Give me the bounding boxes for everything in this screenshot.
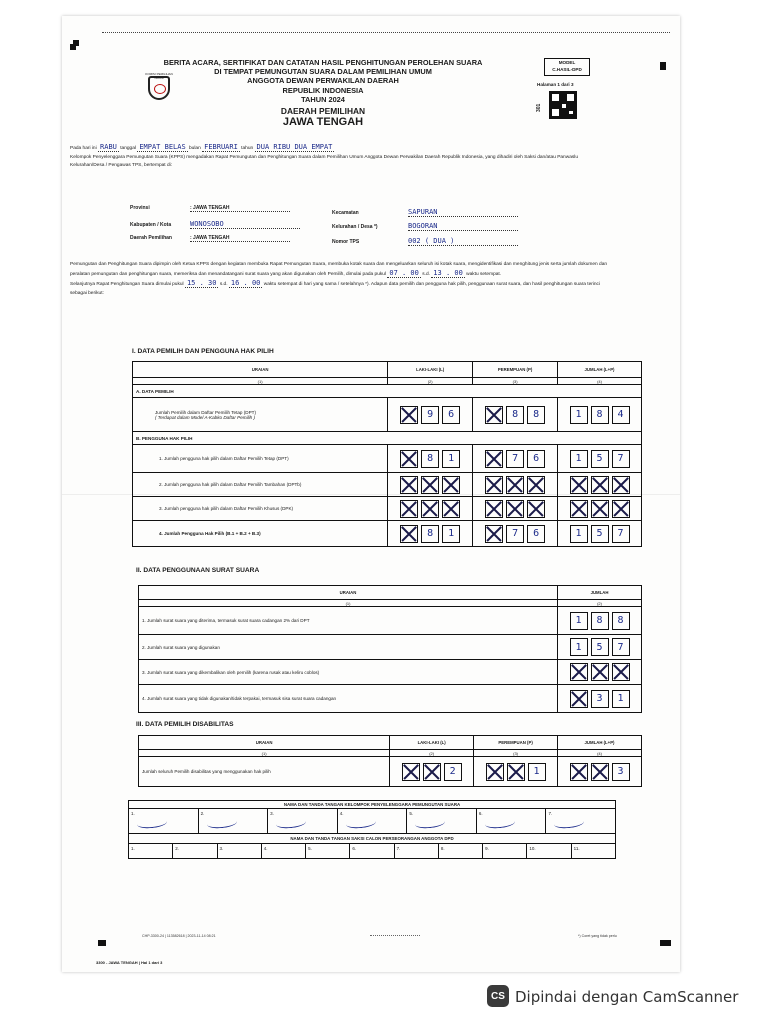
intro-text: tanggal [120,146,136,151]
digit-box-crossed [423,763,441,781]
digit-box-crossed [527,476,545,494]
header-line: REPUBLIK INDONESIA [282,85,364,95]
section-2-title: II. DATA PENGGUNAAN SURAT SUARA [136,567,260,574]
voter-data-table [132,361,642,547]
digit-boxes [561,525,638,543]
kabupaten-row [130,220,300,229]
end-time: 13 . 00 [433,269,463,278]
saksi-signature-cell: 2. [173,844,217,858]
camscanner-logo-icon: CS [487,985,509,1007]
digit-box: 3 [591,690,609,708]
table-row [139,635,642,660]
digit-box-crossed [612,500,630,518]
perforation-line [102,32,670,33]
page-number: Halaman 1 dari 3 [537,82,574,87]
digit-box-crossed [506,476,524,494]
digit-box: 5 [591,638,609,656]
digit-cell [473,445,558,473]
saksi-signature-cell: 8. [439,844,483,858]
kpps-signature-cell [338,809,408,833]
digit-box: 5 [591,450,609,468]
signature-number: 4. [339,811,344,816]
kabupaten-label: Kabupaten / Kota [130,222,172,228]
digit-boxes [561,476,638,494]
registration-mark [73,40,79,46]
kelurahan-row [332,222,518,231]
digit-boxes [561,690,638,708]
start-time: 07 . 00 [389,269,419,278]
row-label [133,398,388,432]
digit-cell [558,445,642,473]
year-field: DUA RIBU DUA EMPAT [256,143,333,151]
kelurahan-label: Kelurahan / Desa *) [332,224,378,230]
registration-mark [660,62,666,68]
digit-box: 1 [442,450,460,468]
saksi-signature-cell: 1. [129,844,173,858]
kelurahan-value: BOGORAN [408,222,518,231]
footer-note: *) Coret yang tidak perlu [578,934,617,938]
signature-scribble-icon [554,816,585,829]
digit-box-crossed [507,763,525,781]
digit-box-crossed [400,406,418,424]
table-row [133,445,642,473]
digit-box-crossed [400,450,418,468]
digit-box: 7 [612,525,630,543]
digit-box-crossed [485,450,503,468]
digit-boxes [561,500,638,518]
saksi-signature-cell: 3. [218,844,262,858]
digit-box: 4 [612,406,630,424]
procedure-paragraph [70,261,618,298]
kabupaten-value: WONOSOBO [190,220,300,229]
digit-cell [558,398,642,432]
region-name: JAWA TENGAH [282,116,364,129]
digit-box: 7 [612,638,630,656]
dapil-label: Daerah Pemilihan [130,235,172,241]
saksi-signature-cell: 10. [527,844,571,858]
intro-text: Pada hari ini [70,146,97,151]
digit-box: 8 [527,406,545,424]
col-index: (1) [133,378,388,385]
digit-cell [558,521,642,547]
saksi-signature-row [128,843,616,859]
digit-cell [558,635,642,660]
count-text: Selanjutnya Rapat Penghitungan Suara dimulai pukul [70,282,184,288]
signature-scribble-icon [345,816,376,829]
header-line: ANGGOTA DEWAN PERWAKILAN DAERAH [247,76,399,86]
digit-box-crossed [591,476,609,494]
digit-boxes [476,525,554,543]
digit-box: 7 [506,525,524,543]
signature-number: 2. [200,811,205,816]
digit-box-crossed [570,476,588,494]
digit-cell [473,398,558,432]
time-suffix: waktu setempat. [466,272,502,278]
digit-box-crossed [442,476,460,494]
saksi-signature-cell: 5. [306,844,350,858]
digit-box-crossed [612,476,630,494]
table-row [139,757,642,787]
table-row [139,660,642,685]
digit-cell [388,473,473,497]
digit-box-crossed [591,500,609,518]
signature-number: 7. [548,811,553,816]
digit-box: 8 [591,406,609,424]
col-jumlah: JUMLAH (L+P) [558,736,642,750]
digit-boxes [476,500,554,518]
digit-boxes [391,525,469,543]
digit-box: 1 [570,406,588,424]
col-index: (1) [139,750,390,757]
signature-scribble-icon [415,816,446,829]
registration-mark [665,940,671,946]
digit-cell [558,473,642,497]
day-field: RABU [100,143,117,151]
footer-divider [370,935,420,936]
digit-box: 9 [421,406,439,424]
row-note: ( Terdapat dalam Model A-Kabko Daftar Pemilih ) [155,414,256,420]
col-index: (4) [558,750,642,757]
document-header [128,58,518,129]
saksi-signature-cell: 9. [483,844,527,858]
digit-boxes [561,450,638,468]
row-label: 4. Jumlah Pengguna Hak Pilih (B.1 + B.2 + B.3) [133,521,388,547]
disability-table [138,735,642,787]
digit-box-crossed [400,525,418,543]
digit-box-crossed [485,525,503,543]
digit-boxes [391,406,469,424]
digit-cell [558,757,642,787]
col-jumlah: JUMLAH [558,586,642,600]
digit-box-crossed [485,500,503,518]
kecamatan-row [332,208,518,217]
digit-box-crossed [421,500,439,518]
row-label: 2. Jumlah pengguna hak pilih dalam Daftar Pemilih Tambahan (DPTb) [133,473,388,497]
col-index: (1) [139,600,558,607]
digit-box: 8 [591,612,609,630]
signature-scribble-icon [206,816,237,829]
digit-boxes [561,663,638,681]
digit-box-crossed [442,500,460,518]
digit-boxes [393,763,470,781]
digit-cell [473,473,558,497]
signature-number: 1. [131,811,135,816]
table-row [133,497,642,521]
kpps-signature-cell [477,809,547,833]
header-line: TAHUN 2024 [301,94,345,104]
col-index: (3) [473,378,558,385]
signature-scribble-icon [484,816,515,829]
camscanner-watermark: Dipindai dengan CamScanner [515,988,739,1006]
ballot-usage-table [138,585,642,713]
digit-cell [473,497,558,521]
footer-page-label: 3300 - JAWA TENGAH | Hal 1 dari 3 [96,960,163,965]
digit-boxes [476,476,554,494]
col-perempuan: PEREMPUAN (P) [474,736,558,750]
saksi-signature-cell: 6. [350,844,394,858]
digit-box: 8 [421,450,439,468]
seal-label: KOMISI PEMILIHAN UMUM [145,72,173,80]
tps-row [332,237,518,246]
table-row [133,521,642,547]
digit-box-crossed [486,763,504,781]
region-label: DAERAH PEMILIHAN [280,106,366,117]
intro-body: Kelompok Penyelenggara Pemungutan Suara (KPPS) mengadakan Rapat Pemungutan dan Penghitungan Suara dalam Pemilihan Umum Anggota Dewan Perwakilan Daerah Republik Indonesia, yang dihadiri oleh Saksi dan/atau Panwaslu Kelurahan/Desa / Pengawas TPS, bertempat di: [70,154,578,168]
digit-box-crossed [485,406,503,424]
digit-box-crossed [400,500,418,518]
digit-box-crossed [570,690,588,708]
kpps-signature-cell [199,809,269,833]
table-row [133,398,642,432]
digit-box: 6 [442,406,460,424]
row-label: 3. Jumlah pengguna hak pilih dalam Daftar Pemilih Khusus (DPK) [133,497,388,521]
digit-box-crossed [570,500,588,518]
kpps-signature-cell [268,809,338,833]
col-index: (2) [558,600,642,607]
digit-box-crossed [612,663,630,681]
row-label: 4. Jumlah surat suara yang tidak digunakan/tidak terpakai, termasuk sisa surat suara cadangan [139,685,558,713]
digit-boxes [477,763,554,781]
digit-box: 1 [442,525,460,543]
row-label: 1. Jumlah surat suara yang diterima, termasuk surat suara cadangan 2% dari DPT [139,607,558,635]
digit-box: 8 [421,525,439,543]
digit-box-crossed [506,500,524,518]
until-text: s.d. [422,272,430,278]
digit-box: 7 [612,450,630,468]
kpps-signature-title: NAMA DAN TANDA TANGAN KELOMPOK PENYELENGGARA PEMUNGUTAN SUARA [128,800,616,808]
row-label: 3. Jumlah surat suara yang dikembalikan oleh pemilih (karena rusak atau keliru coblos) [139,660,558,685]
table-row [139,685,642,713]
digit-boxes [391,500,469,518]
digit-boxes [561,406,638,424]
kpps-signature-cell [129,809,199,833]
saksi-signature-cell: 4. [262,844,306,858]
col-uraian: URAIAN [139,736,390,750]
kpps-signature-cell [546,809,615,833]
kecamatan-value: SAPURAN [408,208,518,217]
digit-box: 1 [570,450,588,468]
intro-text: tahun [241,146,254,151]
digit-box: 6 [527,525,545,543]
table-row [139,607,642,635]
digit-boxes [561,638,638,656]
count-text-tail: waktu setempat di hari yang sama / setelahnya *). Adapun data pemilih dan pengguna hak pilih, penggunaan surat suara, dan hasil penghitungan suara terinci sebagai berikut: [70,282,601,296]
digit-box: 1 [570,638,588,656]
digit-box: 3 [612,763,630,781]
intro-text: bulan [189,146,201,151]
saksi-signature-cell: 11. [573,846,580,851]
signature-number: 5. [409,811,414,816]
until-text: s.d. [219,282,228,288]
registration-mark [100,940,106,946]
header-line: DI TEMPAT PEMUNGUTAN SUARA DALAM PEMILIHAN UMUM [214,67,432,77]
table-row [133,473,642,497]
digit-box: 8 [506,406,524,424]
digit-cell [388,445,473,473]
col-index: (2) [388,378,473,385]
dapil-value: : JAWA TENGAH [190,235,290,242]
section-1-title: I. DATA PEMILIH DAN PENGGUNA HAK PILIH [132,348,274,355]
signature-scribble-icon [276,816,307,829]
digit-box: 1 [528,763,546,781]
tps-label: Nomor TPS [332,239,360,245]
footer-code: CHP-3300-24 | 113582618 | 2023-11-14 08:21 [142,934,216,938]
digit-boxes [391,450,469,468]
row-label: 1. Jumlah pengguna hak pilih dalam Daftar Pemilih Tetap (DPT) [133,445,388,473]
col-jumlah: JUMLAH (L+P) [558,362,642,378]
col-laki: LAKI-LAKI (L) [390,736,474,750]
digit-boxes [391,476,469,494]
digit-box-crossed [485,476,503,494]
col-perempuan: PEREMPUAN (P) [473,362,558,378]
month-field: FEBRUARI [204,143,238,151]
qr-code-icon [549,91,577,119]
col-index: (2) [390,750,474,757]
digit-box-crossed [402,763,420,781]
digit-box-crossed [527,500,545,518]
digit-box-crossed [570,763,588,781]
digit-box: 1 [612,690,630,708]
model-code: C.HASIL-DPD [552,66,582,72]
digit-cell [388,521,473,547]
digit-cell [474,757,558,787]
digit-box: 5 [591,525,609,543]
row-label: 2. Jumlah surat suara yang digunakan [139,635,558,660]
signature-number: 6. [478,811,483,816]
intro-block [70,143,610,171]
col-index: (3) [474,750,558,757]
signature-number: 3. [270,811,274,816]
digit-boxes [561,763,638,781]
digit-cell [558,685,642,713]
date-field: EMPAT BELAS [139,143,186,151]
kpps-signature-row [128,808,616,834]
provinsi-value: : JAWA TENGAH [190,205,290,212]
provinsi-label: Provinsi [130,205,150,211]
count-end-time: 16 . 00 [230,279,261,288]
kpps-signature-cell [407,809,477,833]
digit-cell [473,521,558,547]
signature-block [128,800,616,859]
count-start-time: 15 . 30 [186,279,217,288]
model-label: MODEL [558,60,576,65]
digit-box: 1 [570,525,588,543]
digit-boxes [561,612,638,630]
tps-value: 002 ( DUA ) [408,237,518,246]
digit-box-crossed [591,663,609,681]
digit-cell [388,497,473,521]
digit-box-crossed [421,476,439,494]
digit-box: 7 [506,450,524,468]
col-index: (4) [558,378,642,385]
digit-cell [388,398,473,432]
digit-boxes [476,406,554,424]
digit-box: 8 [612,612,630,630]
side-code: 301 [536,103,542,112]
digit-cell [390,757,474,787]
digit-box-crossed [400,476,418,494]
digit-box: 2 [444,763,462,781]
digit-box: 6 [527,450,545,468]
group-a-label: A. DATA PEMILIH [133,385,642,398]
saksi-signature-title: NAMA DAN TANDA TANGAN SAKSI CALON PERSEORANGAN ANGGOTA DPD [128,834,616,843]
col-laki: LAKI-LAKI (L) [388,362,473,378]
digit-cell [558,497,642,521]
saksi-signature-cell: 7. [395,844,439,858]
kecamatan-label: Kecamatan [332,210,359,216]
digit-cell [558,660,642,685]
dapil-row [130,235,290,242]
model-box [544,58,590,76]
signature-scribble-icon [137,816,168,829]
col-uraian: URAIAN [133,362,388,378]
digit-box-crossed [591,763,609,781]
provinsi-row [130,205,290,212]
col-uraian: URAIAN [139,586,558,600]
group-b-label: B. PENGGUNA HAK PILIH [133,432,642,445]
digit-box: 1 [570,612,588,630]
digit-box-crossed [570,663,588,681]
digit-boxes [476,450,554,468]
section-3-title: III. DATA PEMILIH DISABILITAS [136,721,234,728]
row-label: Jumlah seluruh Pemilih disabilitas yang menggunakan hak pilih [139,757,390,787]
procedure-text: Pemungutan dan Penghitungan Suara dipimpin oleh Ketua KPPS dengan kegiatan membuka Rapat Pemungutan Suara, membuka kotak suara dan mengeluarkan seluruh isi kotak suara, mengidentifikasi dan menghitung jenis serta jumlah dokumen dan peralatan pemungutan dan penghitungan suara, memeriksa dan menandatangani surat suara yang akan digunakan oleh Pemilih, dimulai pada pukul [70,262,608,278]
header-line: BERITA ACARA, SERTIFIKAT DAN CATATAN HASIL PENGHITUNGAN PEROLEHAN SUARA [163,58,483,67]
row-label-text: Jumlah Pemilih dalam Daftar Pemilih Tetap (DPT) [155,409,257,415]
digit-cell [558,607,642,635]
